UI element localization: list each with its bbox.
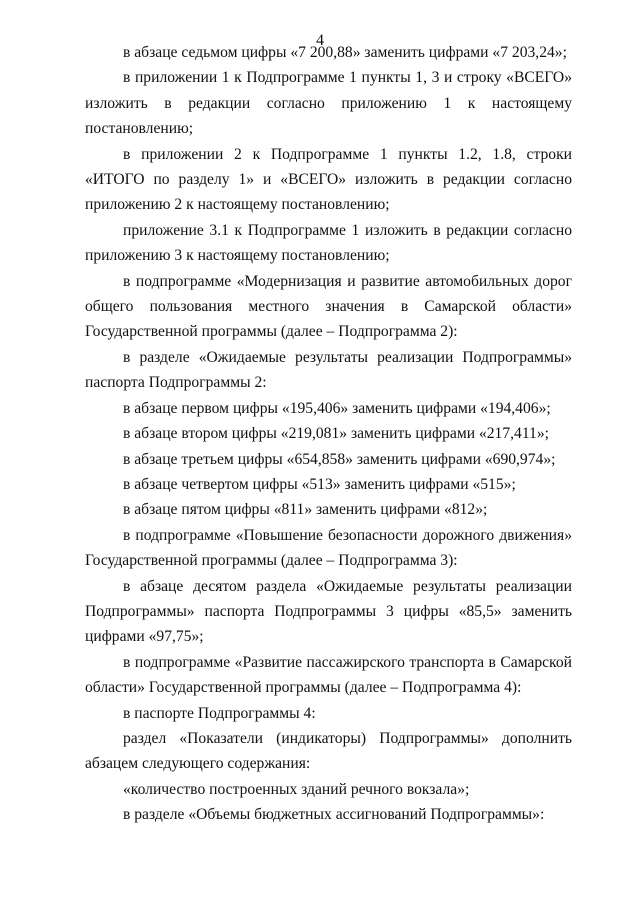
paragraph: в паспорте Подпрограммы 4: (123, 704, 316, 722)
paragraph: в приложении 1 к Подпрограмме 1 пункты 1, 3 и строку «ВСЕГО» изложить в редакции согласно приложению 1 к настоящему постановлению; (85, 69, 572, 138)
paragraph: приложение 3.1 к Подпрограмме 1 изложить в редакции согласно приложению 3 к настоящему постановлению; (85, 221, 572, 265)
page-number: 4 (316, 32, 324, 49)
paragraph: в разделе «Ожидаемые результаты реализации Подпрограммы» паспорта Подпрограммы 2: (85, 348, 572, 392)
paragraph: в абзаце десятом раздела «Ожидаемые результаты реализации Подпрограммы» паспорта Подпрограммы 3 цифры «85,5» заменить цифрами «97,75»; (85, 577, 572, 646)
paragraph: в абзаце втором цифры «219,081» заменить цифрами «217,411»; (123, 425, 549, 443)
paragraph: в подпрограмме «Модернизация и развитие автомобильных дорог общего пользования местного значения в Самарской области» Государственной программы (далее – Подпрограмма 2): (85, 272, 572, 341)
paragraph: раздел «Показатели (индикаторы) Подпрограммы» дополнить абзацем следующего содержания: (85, 729, 572, 773)
paragraph: в абзаце седьмом цифры «7 200,88» заменить цифрами «7 203,24»; (123, 44, 567, 61)
paragraph: в абзаце пятом цифры «811» заменить цифрами «812»; (123, 501, 488, 519)
paragraph: в подпрограмме «Развитие пассажирского транспорта в Самарской области» Государственной программы (далее – Подпрограмма 4): (85, 653, 572, 697)
paragraph: в абзаце первом цифры «195,406» заменить цифрами «194,406»; (123, 399, 551, 417)
paragraph: «количество построенных зданий речного вокзала»; (123, 780, 470, 798)
paragraph: в абзаце третьем цифры «654,858» заменить цифрами «690,974»; (123, 450, 556, 468)
paragraph: в абзаце четвертом цифры «513» заменить цифрами «515»; (123, 475, 516, 493)
paragraph: в подпрограмме «Повышение безопасности дорожного движения» Государственной программы (далее – Подпрограмма 3): (85, 526, 572, 570)
paragraph: в разделе «Объемы бюджетных ассигнований Подпрограммы»: (123, 806, 545, 824)
document-body (85, 40, 572, 828)
paragraph: в приложении 2 к Подпрограмме 1 пункты 1.2, 1.8, строки «ИТОГО по разделу 1» и «ВСЕГО» изложить в редакции согласно приложению 2 к настоящему постановлению; (85, 145, 572, 214)
